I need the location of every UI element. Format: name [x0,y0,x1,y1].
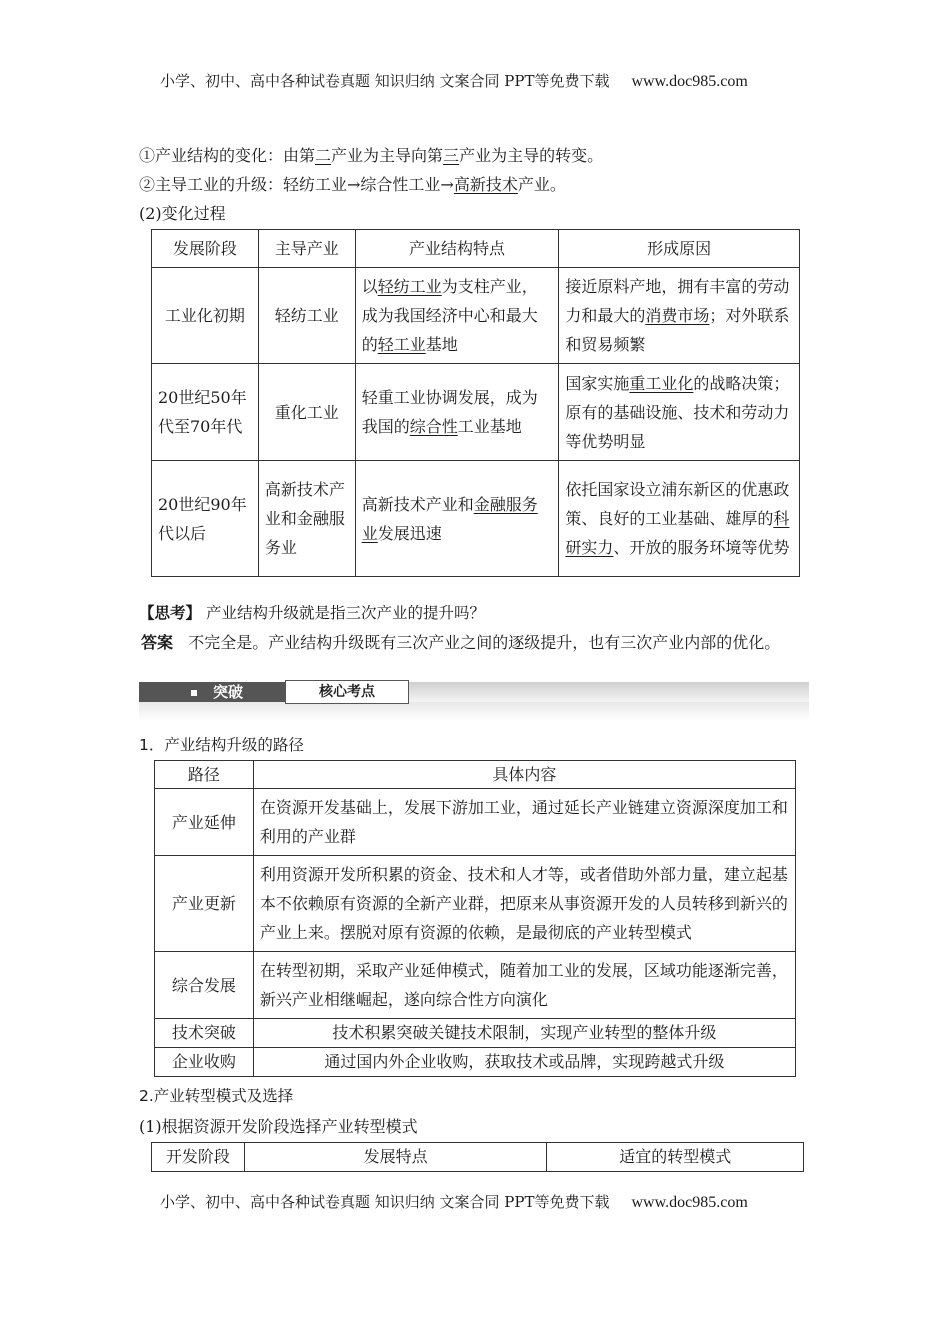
table-header-row [152,1143,804,1172]
industry-cell: 高新技术产业和金融服务业 [258,461,355,577]
transformation-mode-table [151,1142,804,1172]
header-url[interactable]: www.doc985.com [631,73,748,90]
think-label: 【思考】 [139,604,202,622]
footer-text: 小学、初中、高中各种试卷真题 知识归纳 文案合同 PPT等免费下载 [160,1193,610,1211]
change-process-table [151,229,800,577]
table-header-row [152,230,800,268]
feature-cell: 高新技术产业和金融服务业发展迅速 [355,461,559,577]
content-cell: 通过国内外企业收购，获取技术或品牌，实现跨越式升级 [253,1048,795,1077]
footer-url[interactable]: www.doc985.com [631,1194,748,1211]
stage-cell: 工业化初期 [152,268,259,364]
answer [141,630,780,653]
content-cell: 在转型初期，采取产业延伸模式，随着加工业的发展，区域功能逐渐完善，新兴产业相继崛起，遂向综合性方向演化 [253,952,795,1019]
industry-cell: 轻纺工业 [258,268,355,364]
banner-dark-tab: 突破 [139,682,285,702]
industry-cell: 重化工业 [258,364,355,461]
content-cell: 利用资源开发所积累的资金、技术和人才等，或者借助外部力量，建立起基本不依赖原有资源的全新产业群，把原来从事资源开发的人员转移到新兴的产业上来。摆脱对原有资源的依赖，是最彻底的产业转型模式 [253,856,795,952]
header-cell: 发展特点 [244,1143,547,1172]
table-row [155,952,796,1019]
path-cell: 产业延伸 [155,789,254,856]
header-cell: 具体内容 [253,761,795,789]
header-text: 小学、初中、高中各种试卷真题 知识归纳 文案合同 PPT等免费下载 [160,72,610,90]
header-cell: 发展阶段 [152,230,259,268]
header-cell: 形成原因 [559,230,800,268]
answer-text: 不完全是。产业结构升级既有三次产业之间的逐级提升，也有三次产业内部的优化。 [188,633,781,652]
path-cell: 企业收购 [155,1048,254,1077]
section-banner [139,679,809,721]
square-bullet-icon [191,690,197,696]
table-header-row [155,761,796,789]
think-question-text: 产业结构升级就是指三次产业的提升吗？ [205,604,485,622]
intro-line-3: (2)变化过程 [139,204,226,223]
table-row [155,1048,796,1077]
table-row [155,789,796,856]
content-cell: 在资源开发基础上，发展下游加工业，通过延长产业链建立资源深度加工和利用的产业群 [253,789,795,856]
answer-label: 答案 [141,633,174,652]
stage-cell: 20世纪50年代至70年代 [152,364,259,461]
header-cell: 产业结构特点 [355,230,559,268]
header-cell: 主导产业 [258,230,355,268]
table-row [155,1019,796,1048]
path-cell: 综合发展 [155,952,254,1019]
section1-title: 1．产业结构升级的路径 [139,736,304,754]
reason-cell: 接近原料产地，拥有丰富的劳动力和最大的消费市场；对外联系和贸易频繁 [559,268,800,364]
table-row [152,364,800,461]
intro-line-2: ②主导工业的升级：轻纺工业→综合性工业→高新技术产业。 [139,175,566,194]
table-row [152,461,800,577]
section2-subtitle: (1)根据资源开发阶段选择产业转型模式 [139,1117,418,1136]
reason-cell: 依托国家设立浦东新区的优惠政策、良好的工业基础、雄厚的科研实力、开放的服务环境等优势 [559,461,800,577]
content-cell: 技术积累突破关键技术限制，实现产业转型的整体升级 [253,1019,795,1048]
header-cell: 路径 [155,761,254,789]
page-footer [160,1191,748,1212]
section2-title: 2.产业转型模式及选择 [139,1087,294,1105]
table-row [152,268,800,364]
page-header [160,70,748,91]
header-cell: 适宜的转型模式 [547,1143,804,1172]
stage-cell: 20世纪90年代以后 [152,461,259,577]
think-question [139,601,485,623]
intro-line-1: ①产业结构的变化：由第二产业为主导向第三产业为主导的转变。 [139,146,604,165]
table-row [155,856,796,952]
banner-light-tab: 核心考点 [285,680,409,704]
path-cell: 技术突破 [155,1019,254,1048]
path-cell: 产业更新 [155,856,254,952]
reason-cell: 国家实施重工业化的战略决策；原有的基础设施、技术和劳动力等优势明显 [559,364,800,461]
header-cell: 开发阶段 [152,1143,245,1172]
feature-cell: 以轻纺工业为支柱产业，成为我国经济中心和最大的轻工业基地 [355,268,559,364]
feature-cell: 轻重工业协调发展，成为我国的综合性工业基地 [355,364,559,461]
upgrade-path-table [154,760,796,1077]
